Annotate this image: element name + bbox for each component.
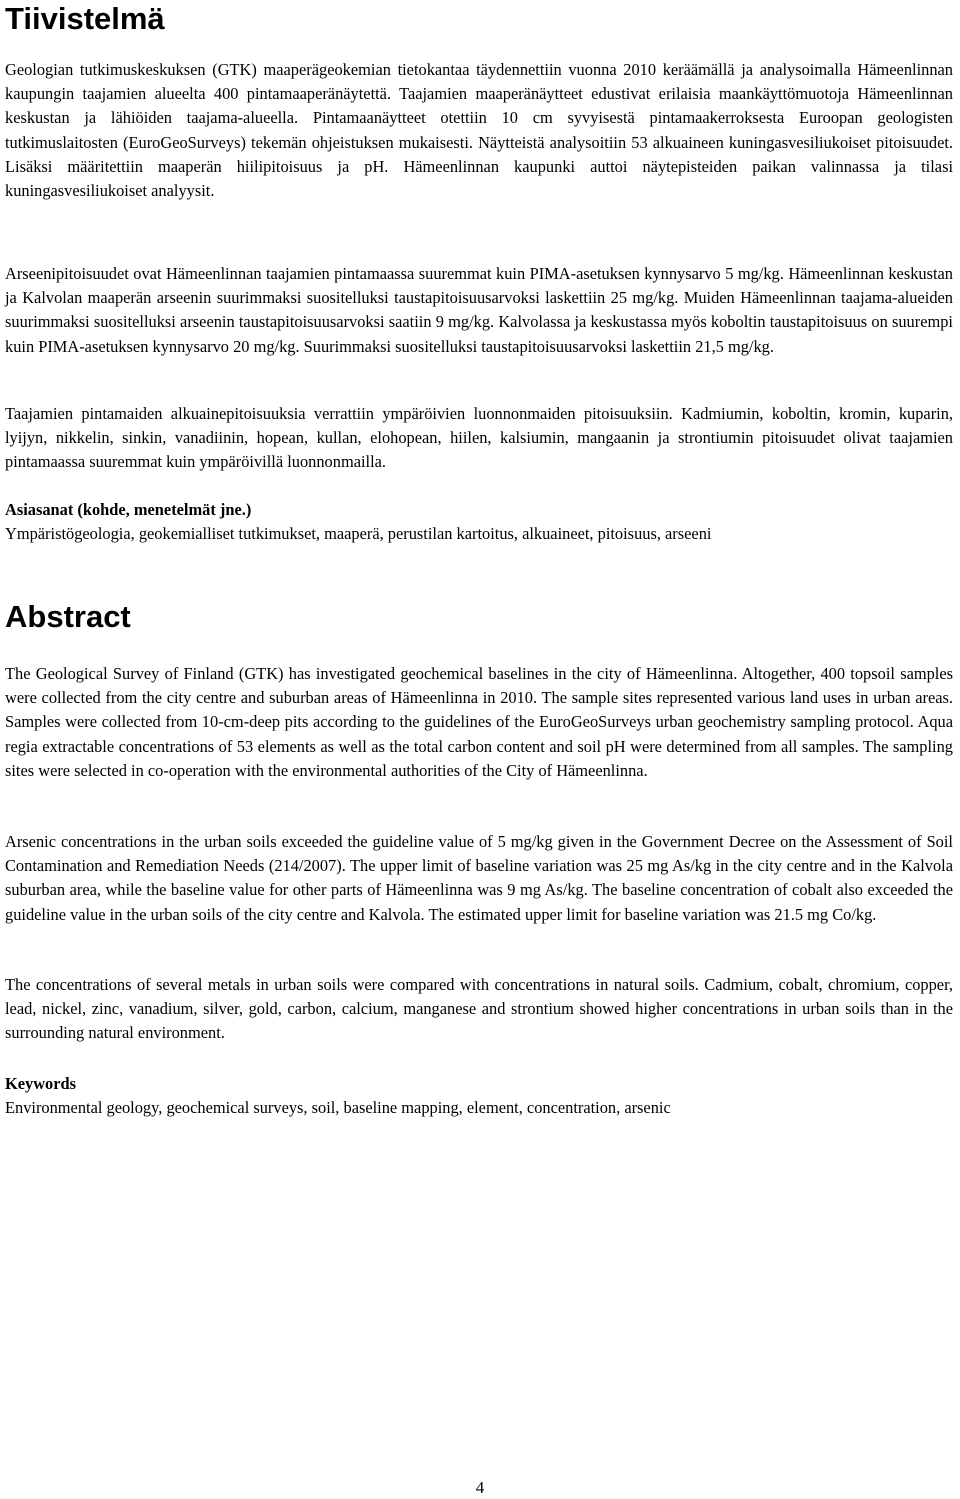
abstract-paragraph-1 [5,662,953,783]
heading-abstract: Abstract [5,599,131,634]
paragraph-text: The concentrations of several metals in urban soils were compared with concentrations in natural soils. Cadmium, cobalt, chromium, copper, lead, nickel, zinc, vanadium, silver, gold, carbon, calcium, manganese and strontium showed higher concentrations in urban soils than in the surrounding natural environment. [5,975,953,1043]
abstract-paragraph-3 [5,973,953,1046]
page-number: 4 [475,1478,485,1497]
abstract-paragraph-2 [5,830,953,927]
keywords-text: Environmental geology, geochemical surveys, soil, baseline mapping, element, concentration, arsenic [5,1098,671,1118]
tiivistelma-paragraph-3 [5,402,953,475]
tiivistelma-paragraph-2 [5,262,953,359]
tiivistelma-paragraph-1 [5,58,953,203]
paragraph-text: The Geological Survey of Finland (GTK) has investigated geochemical baselines in the city of Hämeenlinna. Altogether, 400 topsoil samples were collected from the city centre and suburban areas of Hämeenlinna in 2010. The sample sites represented various land uses in urban areas. Samples were collected from 10-cm-deep pits according to the guidelines of the EuroGeoSurveys urban geochemistry sampling protocol. Aqua regia extractable concentrations of 53 elements as well as the total carbon content and soil pH were determined from all samples. The sampling sites were selected in co-operation with the environmental authorities of the City of Hämeenlinna. [5,664,953,780]
paragraph-text: Taajamien pintamaiden alkuainepitoisuuksia verrattiin ympäröivien luonnonmaiden pitoisuuksiin. Kadmiumin, koboltin, kromin, kuparin, lyijyn, nikkelin, sinkin, vanadiinin, hopean, kullan, elohopean, hiilen, kalsiumin, mangaanin ja strontiumin pitoisuudet olivat taajamien pintamaassa suuremmat kuin ympäröivillä luonnonmailla. [5,404,953,472]
paragraph-text: Geologian tutkimuskeskuksen (GTK) maaperägeokemian tietokantaa täydennettiin vuonna 2010 keräämällä ja analysoimalla Hämeenlinnan kaupungin taajamien alueelta 400 pintamaaperänäytettä. Taajamien maaperänäytteet edustivat erilaisia maankäyttömuotoja Hämeenlinnan keskustan ja lähiöiden taajama-alueella. Pintamaanäytteet otettiin 10 cm syvyisestä pintamaakerroksesta Euroopan geologisten tutkimuslaitosten (EuroGeoSurveys) tekemän ohjeistuksen mukaisesti. Näytteistä analysoitiin 53 alkuaineen kuningasvesiliukoiset pitoisuudet. Lisäksi määritettiin maaperän hiilipitoisuus ja pH. Hämeenlinnan kaupunki auttoi näytepisteiden paikan valinnassa ja tilasi kuningasvesiliukoiset analyysit. [5,60,953,201]
heading-tiivistelma: Tiivistelmä [5,1,165,36]
asiasanat-text: Ympäristögeologia, geokemialliset tutkimukset, maaperä, perustilan kartoitus, alkuaineet, pitoisuus, arseeni [5,524,712,544]
paragraph-text: Arseenipitoisuudet ovat Hämeenlinnan taajamien pintamaassa suuremmat kuin PIMA-asetuksen kynnysarvo 5 mg/kg. Hämeenlinnan keskustan ja Kalvolan maaperän arseenin suurimmaksi suositelluksi taustapitoisuusarvoksi laskettiin 25 mg/kg. Muiden Hämeenlinnan taajama-alueiden suurimmaksi suositelluksi arseenin taustapitoisuusarvoksi saatiin 9 mg/kg. Kalvolassa ja keskustassa myös koboltin taustapitoisuus on suurempi kuin PIMA-asetuksen kynnysarvo 20 mg/kg. Suurimmaksi suositelluksi taustapitoisuusarvoksi laskettiin 21,5 mg/kg. [5,264,953,356]
asiasanat-section [5,498,953,546]
keywords-section [5,1072,953,1120]
paragraph-text: Arsenic concentrations in the urban soils exceeded the guideline value of 5 mg/kg given in the Government Decree on the Assessment of Soil Contamination and Remediation Needs (214/2007). The upper limit of baseline variation was 25 mg As/kg in the city centre and in the Kalvola suburban area, while the baseline value for other parts of Hämeenlinna was 9 mg As/kg. The baseline concentration of cobalt also exceeded the guideline value in the urban soils of the city centre and Kalvola. The estimated upper limit for baseline variation was 21.5 mg Co/kg. [5,832,953,924]
asiasanat-heading: Asiasanat (kohde, menetelmät jne.) [5,500,252,519]
keywords-heading: Keywords [5,1074,77,1093]
